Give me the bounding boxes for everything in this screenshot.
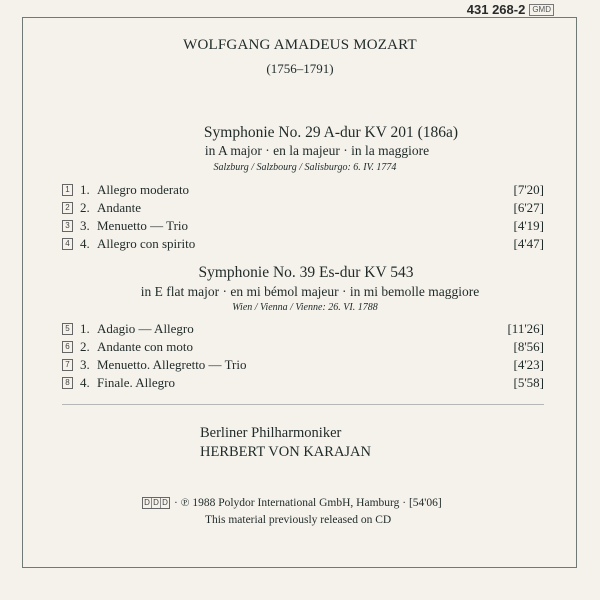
- track-index-box: 7: [62, 359, 73, 371]
- movement-number: 1.: [80, 320, 90, 336]
- movement-number: 4.: [80, 235, 90, 251]
- composer-name: WOLFGANG AMADEUS MOZART: [183, 37, 417, 53]
- movement-number: 1.: [80, 181, 90, 197]
- movement-name: Finale. Allegro: [97, 374, 175, 390]
- movement-name: Menuetto. Allegretto — Trio: [97, 356, 247, 372]
- symphony-1-title: Symphonie No. 29 A-dur KV 201 (186a): [203, 124, 459, 141]
- copyright-text: · ℗ 1988 Polydor International GmbH, Hamburg · [54'06]: [174, 497, 442, 509]
- catalog-number-text: 431 268-2: [466, 2, 526, 17]
- release-note: This material previously released on CD: [205, 514, 392, 526]
- movement-number: 2.: [80, 338, 90, 354]
- track-row[interactable]: [62, 217, 544, 234]
- movement-name: Allegro moderato: [97, 181, 190, 197]
- movement-number: 3.: [80, 356, 90, 372]
- track-row[interactable]: [62, 235, 544, 252]
- orchestra-name: Berliner Philharmoniker: [200, 425, 342, 441]
- symphony-1-subtitle: in A major · en la majeur · in la maggiore: [204, 143, 430, 158]
- track-duration: [4'47]: [513, 235, 544, 251]
- conductor-name: HERBERT VON KARAJAN: [200, 444, 371, 460]
- track-index-box: 5: [62, 323, 73, 335]
- track-row[interactable]: [62, 338, 544, 355]
- track-duration: [7'20]: [513, 181, 544, 197]
- movement-name: Menuetto — Trio: [97, 217, 189, 233]
- movement-name: Andante: [97, 199, 142, 215]
- movement-name: Andante con moto: [97, 338, 194, 354]
- movement-number: 3.: [80, 217, 90, 233]
- movement-number: 4.: [80, 374, 90, 390]
- track-duration: [6'27]: [513, 199, 544, 215]
- track-duration: [11'26]: [507, 320, 544, 336]
- track-index-box: 2: [62, 202, 73, 214]
- track-index-box: 3: [62, 220, 73, 232]
- movement-name: Allegro con spirito: [97, 235, 196, 251]
- catalog-number: [467, 2, 554, 17]
- track-row[interactable]: [62, 320, 544, 337]
- track-duration: [8'56]: [513, 338, 544, 354]
- track-index-box: 4: [62, 238, 73, 250]
- track-duration: [4'19]: [513, 217, 544, 233]
- gmd-badge: GMD: [529, 4, 554, 16]
- track-index-box: 8: [62, 377, 73, 389]
- composer-years: (1756–1791): [266, 61, 334, 76]
- track-row[interactable]: [62, 181, 544, 198]
- track-duration: [5'58]: [513, 374, 544, 390]
- track-row[interactable]: [62, 199, 544, 216]
- ddd-sparscode-icon: D D D: [142, 497, 170, 509]
- track-row[interactable]: [62, 356, 544, 373]
- movement-number: 2.: [80, 199, 90, 215]
- section-divider: [62, 404, 544, 405]
- track-index-box: 1: [62, 184, 73, 196]
- symphony-2-place-date: Wien / Vienna / Vienne: 26. VI. 1788: [232, 302, 378, 313]
- track-duration: [4'23]: [513, 356, 544, 372]
- symphony-1-place-date: Salzburg / Salzbourg / Salisburgo: 6. IV. 1774: [213, 162, 397, 173]
- movement-name: Adagio — Allegro: [97, 320, 194, 336]
- symphony-2-subtitle: in E flat major · en mi bémol majeur · in mi bemolle maggiore: [140, 284, 480, 299]
- symphony-2-title: Symphonie No. 39 Es-dur KV 543: [198, 264, 414, 281]
- track-index-box: 6: [62, 341, 73, 353]
- copyright-line: [142, 497, 442, 509]
- track-row[interactable]: [62, 374, 544, 391]
